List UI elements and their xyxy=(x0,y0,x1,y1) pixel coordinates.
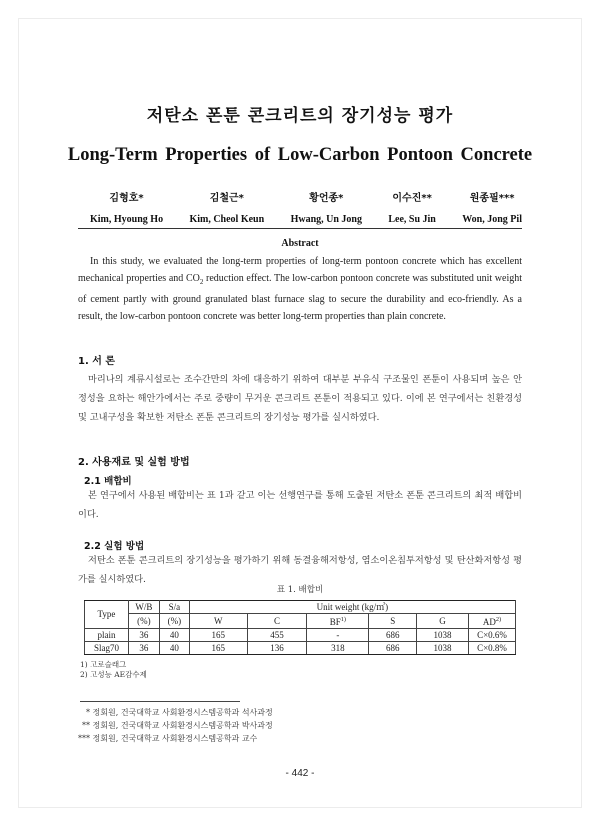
cell-s: 686 xyxy=(369,629,417,642)
cell-wb: 36 xyxy=(128,629,159,642)
cell-s: 686 xyxy=(369,642,417,655)
abstract-heading: Abstract xyxy=(281,238,319,249)
table-header-row xyxy=(85,614,516,629)
page-number: - 442 - xyxy=(285,768,315,779)
abstract-text xyxy=(78,253,522,325)
affiliation-text: 정회원, 건국대학교 사회환경시스템공학과 석사과정 xyxy=(92,708,273,717)
cell-sa: 40 xyxy=(159,629,189,642)
section-1-body: 마리나의 계류시설로는 조수간만의 차에 대응하기 위하여 대부분 부유식 구조물인 폰툰이 사용되며 높은 안정성을 요하는 해안가에서는 주로 중량이 무거운 콘크리트 폰툰이 적용되고 있다. 이에 본 연구에서는 친환경성 및 고내구성을 확보한 저탄소 폰툰 콘크리트의 장기성능 평가를 실시하였다. xyxy=(78,374,522,423)
author-name-en: Hwang, Un Jong xyxy=(290,214,362,225)
header-ad-label: AD xyxy=(482,617,496,627)
affiliation-text: 정회원, 건국대학교 사회환경시스템공학과 교수 xyxy=(92,734,258,743)
author xyxy=(388,192,436,227)
affiliation-text: 정회원, 건국대학교 사회환경시스템공학과 박사과정 xyxy=(92,721,273,730)
header-ad-footnote-mark: 2) xyxy=(495,616,502,623)
header-g: G xyxy=(417,614,469,629)
cell-w: 165 xyxy=(189,642,247,655)
english-title: Long-Term Properties of Low-Carbon Pontoon Concrete xyxy=(67,145,533,165)
author-name-ko: 원종필*** xyxy=(469,193,515,204)
footnote-separator xyxy=(80,701,240,702)
korean-title: 저탄소 폰툰 콘크리트의 장기성능 평가 xyxy=(146,106,454,126)
section-2-1-body: 본 연구에서 사용된 배합비는 표 1과 같고 이는 선행연구를 통해 도출된 저탄소 폰툰 콘크리트의 최적 배합비이다. xyxy=(78,490,522,520)
author-name-ko: 김철근* xyxy=(209,193,244,204)
section-2-heading: 2. 사용재료 및 실험 방법 xyxy=(78,457,190,468)
cell-sa: 40 xyxy=(159,642,189,655)
cell-g: 1038 xyxy=(417,642,469,655)
author-list xyxy=(90,192,522,227)
header-c: C xyxy=(247,614,307,629)
abstract-text-part1: In this study, we evaluated the long-term properties of long-term pontoon concrete which has excellent mechanical properties and CO xyxy=(78,256,522,284)
cell-c: 455 xyxy=(247,629,307,642)
header-unit-weight: Unit weight (kg/㎥) xyxy=(189,601,515,614)
author-name-en: Won, Jong Pil xyxy=(462,214,522,225)
author-name-en: Lee, Su Jin xyxy=(388,214,436,225)
author-name-en: Kim, Cheol Keun xyxy=(189,214,265,225)
header-wb: W/B xyxy=(128,601,159,614)
author-name-ko: 김형호* xyxy=(109,193,144,204)
author xyxy=(189,192,264,227)
header-sa-unit: (%) xyxy=(159,614,189,629)
author xyxy=(90,192,163,227)
affiliation-note xyxy=(82,719,273,732)
header-divider xyxy=(78,228,522,229)
header-ad xyxy=(468,614,515,629)
cell-bf: - xyxy=(307,629,369,642)
cell-wb: 36 xyxy=(128,642,159,655)
cell-w: 165 xyxy=(189,629,247,642)
cell-bf: 318 xyxy=(307,642,369,655)
cell-type: Slag70 xyxy=(85,642,129,655)
section-2-2-heading: 2.2 실험 방법 xyxy=(84,541,145,552)
affiliation-mark: ** xyxy=(82,721,90,730)
header-w: W xyxy=(189,614,247,629)
affiliation-note xyxy=(86,706,273,719)
table-caption: 표 1. 배합비 xyxy=(276,585,324,595)
mix-proportion-table xyxy=(84,600,516,655)
abstract-text-part2: reduction effect. The low-carbon pontoon concrete was substituted unit weight of cement partly with ground granulated blast furnace slag to secure the durability and eco-friendly. As a result, the low-carbon pontoon concrete was better long-term properties than plain concrete. xyxy=(78,273,523,322)
table-footnote: 2) 고성능 AE감수제 xyxy=(80,670,147,679)
header-type: Type xyxy=(85,601,129,629)
table-row xyxy=(85,642,516,655)
header-bf-footnote-mark: 1) xyxy=(340,616,346,623)
table-row xyxy=(85,629,516,642)
header-wb-unit: (%) xyxy=(128,614,159,629)
cell-type: plain xyxy=(85,629,129,642)
cell-ad: C×0.8% xyxy=(468,642,515,655)
section-2-2-body: 저탄소 폰툰 콘크리트의 장기성능을 평가하기 위해 동결융해저항성, 염소이온침투저항성 및 탄산화저항성 평가를 실시하였다. xyxy=(78,555,522,585)
section-2-1-heading: 2.1 배합비 xyxy=(84,476,132,487)
section-1-heading: 1. 서 론 xyxy=(78,356,116,367)
cell-g: 1038 xyxy=(417,629,469,642)
author xyxy=(462,192,522,227)
header-bf-label: BF xyxy=(329,617,341,627)
co2-subscript: 2 xyxy=(199,278,204,286)
cell-ad: C×0.6% xyxy=(468,629,515,642)
affiliation-mark: *** xyxy=(78,734,90,743)
header-sa: S/a xyxy=(159,601,189,614)
author xyxy=(291,192,362,227)
cell-c: 136 xyxy=(247,642,307,655)
affiliation-note xyxy=(78,732,257,745)
author-name-ko: 황언종* xyxy=(309,193,344,204)
affiliation-mark: * xyxy=(86,708,90,717)
header-bf xyxy=(307,614,369,629)
author-name-en: Kim, Hyoung Ho xyxy=(90,214,164,225)
table-header-row xyxy=(85,601,516,614)
table-footnote: 1) 고로슬래그 xyxy=(80,660,127,669)
header-s: S xyxy=(369,614,417,629)
author-name-ko: 이수진** xyxy=(392,193,432,204)
